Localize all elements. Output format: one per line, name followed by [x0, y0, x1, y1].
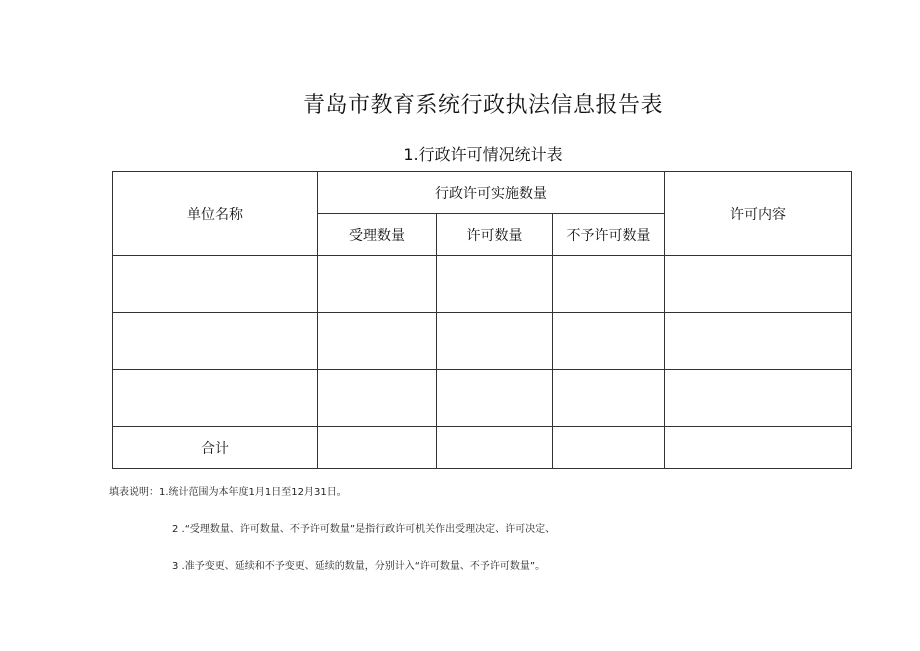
- total-permitted[interactable]: [437, 427, 553, 469]
- permit-statistics-table: [112, 171, 852, 469]
- cell-permitted[interactable]: [437, 256, 553, 313]
- cell-unit[interactable]: [113, 313, 318, 370]
- cell-accepted[interactable]: [318, 370, 437, 427]
- table-row: [113, 370, 852, 427]
- document-title: 青岛市教育系统行政执法信息报告表: [302, 93, 663, 118]
- cell-permitted[interactable]: [437, 370, 553, 427]
- cell-not-permitted[interactable]: [553, 256, 665, 313]
- cell-accepted[interactable]: [318, 313, 437, 370]
- header-permitted-count: 许可数量: [437, 214, 553, 256]
- cell-content[interactable]: [665, 256, 852, 313]
- total-label: 合计: [113, 427, 318, 469]
- fill-instructions-line-3: 3 .准予变更、延续和不予变更、延续的数量，分别计入“许可数量、不予许可数量”。: [172, 561, 546, 572]
- fill-instructions-line-1: 填表说明：1.统计范围为本年度1月1日至12月31日。: [109, 487, 347, 498]
- cell-not-permitted[interactable]: [553, 313, 665, 370]
- cell-content[interactable]: [665, 370, 852, 427]
- cell-accepted[interactable]: [318, 256, 437, 313]
- total-not-permitted[interactable]: [553, 427, 665, 469]
- total-accepted[interactable]: [318, 427, 437, 469]
- cell-not-permitted[interactable]: [553, 370, 665, 427]
- header-implementation-count: 行政许可实施数量: [318, 172, 665, 214]
- cell-unit[interactable]: [113, 370, 318, 427]
- table-subtitle: 1.行政许可情况统计表: [403, 145, 563, 164]
- cell-permitted[interactable]: [437, 313, 553, 370]
- cell-content[interactable]: [665, 313, 852, 370]
- header-permit-content: 许可内容: [665, 172, 852, 256]
- fill-instructions-line-2: 2 .“受理数量、许可数量、不予许可数量”是指行政许可机关作出受理决定、许可决定、: [172, 524, 556, 535]
- header-unit-name: 单位名称: [113, 172, 318, 256]
- total-row: [113, 427, 852, 469]
- header-accepted-count: 受理数量: [318, 214, 437, 256]
- header-row-1: [113, 172, 852, 214]
- table-row: [113, 256, 852, 313]
- total-content[interactable]: [665, 427, 852, 469]
- table-row: [113, 313, 852, 370]
- header-not-permitted-count: 不予许可数量: [553, 214, 665, 256]
- cell-unit[interactable]: [113, 256, 318, 313]
